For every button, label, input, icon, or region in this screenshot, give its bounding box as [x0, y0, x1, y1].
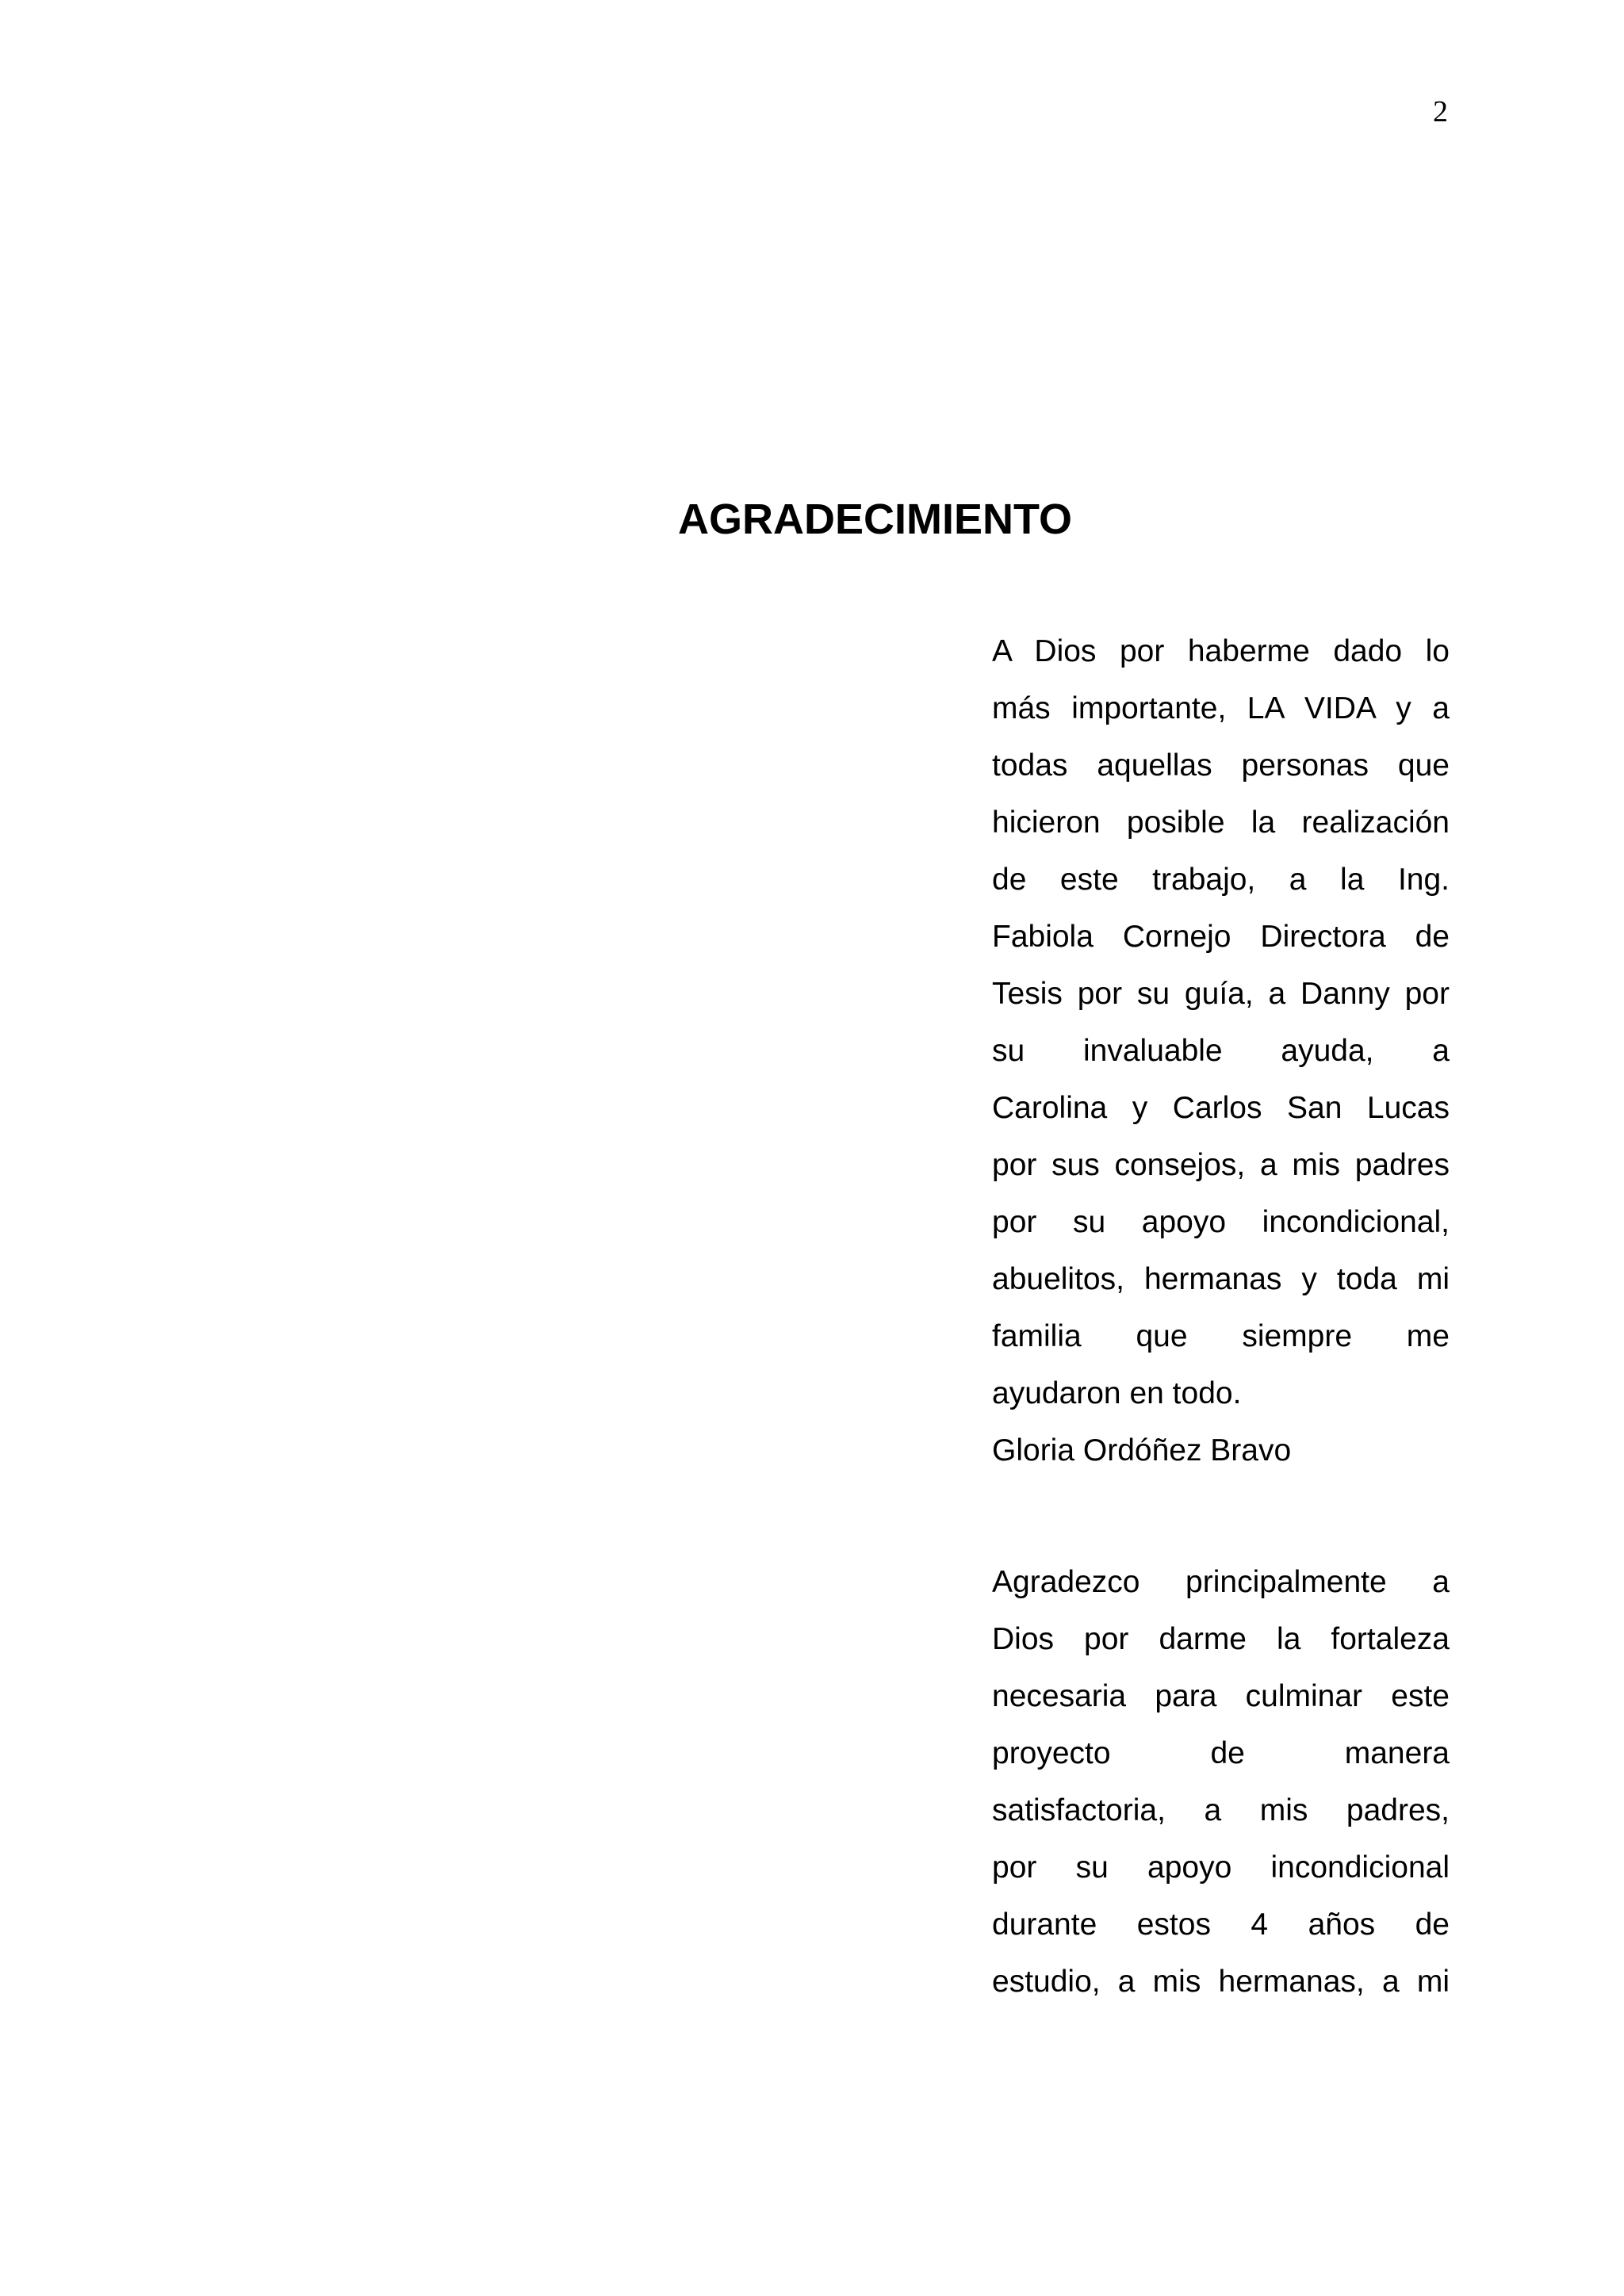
paragraph-line: familia que siempre me [992, 1319, 1450, 1353]
paragraph-line: de este trabajo, a la Ing. [992, 863, 1450, 897]
paragraph-line: por sus consejos, a mis padres [992, 1148, 1450, 1182]
paragraph-line: abuelitos, hermanas y toda mi [992, 1262, 1450, 1296]
signature-name: Gloria Ordóñez Bravo [992, 1433, 1292, 1468]
paragraph-line: Carolina y Carlos San Lucas [992, 1091, 1450, 1125]
paragraph-line: su invaluable ayuda, a [992, 1034, 1450, 1068]
paragraph-line: proyecto de manera [992, 1736, 1450, 1770]
paragraph-line: todas aquellas personas que [992, 748, 1450, 783]
paragraph-line: por su apoyo incondicional [992, 1850, 1450, 1885]
acknowledgement-paragraph-1 [992, 623, 1450, 1479]
paragraph-line: Agradezco principalmente a [992, 1565, 1450, 1599]
paragraph-line: durante estos 4 años de [992, 1908, 1450, 1942]
paragraph-line: Dios por darme la fortaleza [992, 1622, 1450, 1656]
paragraph-line: A Dios por haberme dado lo [992, 634, 1450, 668]
paragraph-line: más importante, LA VIDA y a [992, 691, 1450, 725]
page-number: 2 [1433, 95, 1448, 128]
acknowledgement-paragraph-2 [992, 1554, 1450, 2011]
paragraph-line: por su apoyo incondicional, [992, 1205, 1450, 1239]
paragraph-line: satisfactoria, a mis padres, [992, 1793, 1450, 1827]
paragraph-line: Fabiola Cornejo Directora de [992, 920, 1450, 954]
paragraph-line: estudio, a mis hermanas, a mi [992, 1965, 1450, 1999]
page-title: AGRADECIMIENTO [678, 496, 1073, 543]
paragraph-line: necesaria para culminar este [992, 1679, 1450, 1713]
paragraph-line: hicieron posible la realización [992, 806, 1450, 840]
paragraph-line: Tesis por su guía, a Danny por [992, 977, 1450, 1011]
paragraph-line: ayudaron en todo. [992, 1376, 1242, 1410]
